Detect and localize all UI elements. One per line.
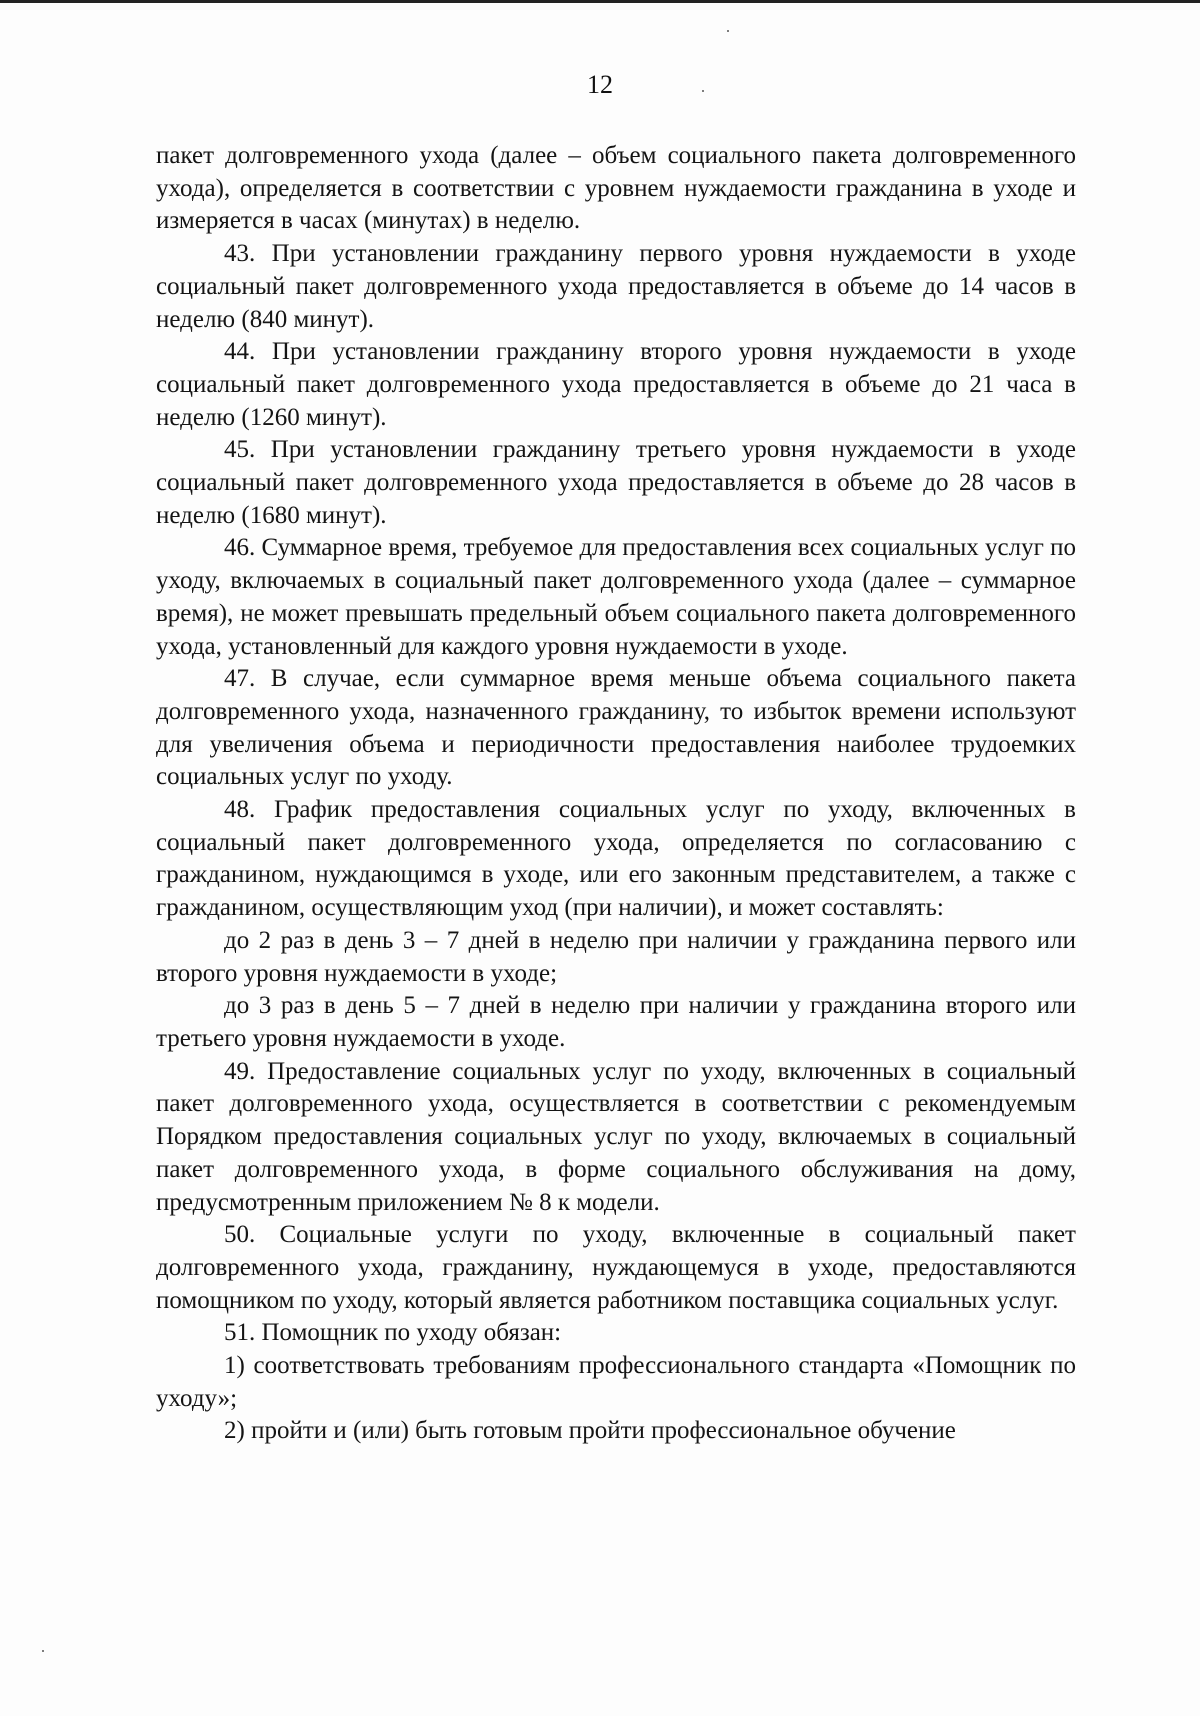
scan-top-edge [0,0,1200,3]
document-body [156,140,1076,1448]
paragraph-43: 43. При установлении гражданину первого уровня нуждаемости в уходе социальный пакет долговременного ухода предоставляется в объеме до 14 часов в неделю (840 минут). [156,240,1076,333]
paragraph-51-item-1: 1) соответствовать требованиям профессионального стандарта «Помощник по уходу»; [156,1352,1076,1412]
paragraph-48: 48. График предоставления социальных услуг по уходу, включенных в социальный пакет долговременного ухода, определяется по согласованию с гражданином, нуждающимся в уходе, или его законным представителем, а также с гражданином, осуществляющим уход (при наличии), и может составлять: [156,796,1076,922]
paragraph-45: 45. При установлении гражданину третьего уровня нуждаемости в уходе социальный пакет долговременного ухода предоставляется в объеме до 28 часов в неделю (1680 минут). [156,436,1076,529]
scan-speck [727,30,729,32]
page-number: 12 [587,70,613,99]
paragraph-44: 44. При установлении гражданину второго уровня нуждаемости в уходе социальный пакет долговременного ухода предоставляется в объеме до 21 часа в неделю (1260 минут). [156,338,1076,431]
paragraph-50: 50. Социальные услуги по уходу, включенные в социальный пакет долговременного ухода, гражданину, нуждающемуся в уходе, предоставляются помощником по уходу, который является работником поставщика социальных услуг. [156,1221,1076,1314]
paragraph-48-item-2: до 3 раз в день 5 – 7 дней в неделю при наличии у гражданина второго или третьего уровня нуждаемости в уходе. [156,992,1076,1052]
paragraph-51-item-2: 2) пройти и (или) быть готовым пройти профессиональное обучение [224,1417,956,1445]
paragraph-46: 46. Суммарное время, требуемое для предоставления всех социальных услуг по уходу, включаемых в социальный пакет долговременного ухода (далее – суммарное время), не может превышать предельный объем социального пакета долговременного ухода, установленный для каждого уровня нуждаемости в уходе. [156,534,1076,660]
scan-speck [42,1650,44,1652]
paragraph-49: 49. Предоставление социальных услуг по уходу, включенных в социальный пакет долговременного ухода, осуществляется в соответствии с рекомендуемым Порядком предоставления социальных услуг по уходу, включаемых в социальный пакет долговременного ухода, в форме социального обслуживания на дому, предусмотренным приложением № 8 к модели. [156,1057,1076,1216]
paragraph-48-item-1: до 2 раз в день 3 – 7 дней в неделю при наличии у гражданина первого или второго уровня нуждаемости в уходе; [156,926,1076,987]
paragraph-42-continued: пакет долговременного ухода (далее – объем социального пакета долговременного ухода), определяется в соответствии с уровнем нуждаемости гражданина в уходе и измеряется в часах (минутах) в неделю. [156,142,1076,235]
paragraph-51: 51. Помощник по уходу обязан: [224,1319,562,1347]
paragraph-47: 47. В случае, если суммарное время меньше объема социального пакета долговременного ухода, назначенного гражданину, то избыток времени используют для увеличения объема и периодичности предоставления наиболее трудоемких социальных услуг по уходу. [156,665,1076,791]
